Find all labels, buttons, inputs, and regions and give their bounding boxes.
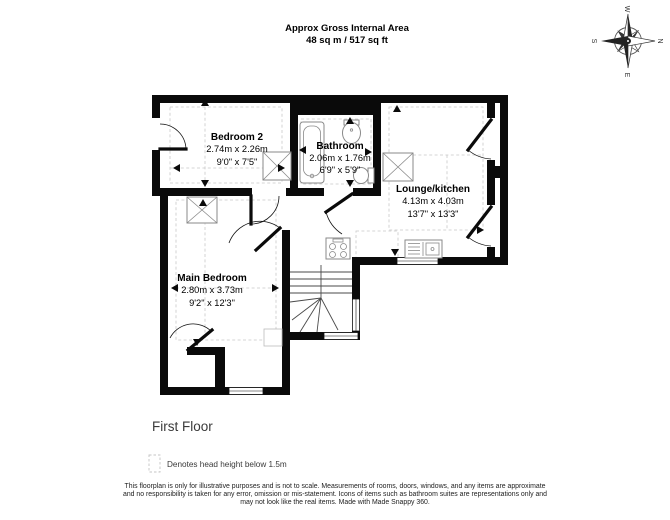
measure-arrows-part — [171, 284, 178, 292]
room-name: Lounge/kitchen — [396, 184, 470, 195]
room-name: Bedroom 2 — [210, 132, 264, 143]
staircase-part — [321, 298, 338, 330]
dashed-guides-part — [356, 231, 398, 260]
lounge-door-upper-part — [468, 120, 491, 150]
header — [285, 23, 409, 46]
main-bedroom-door — [229, 221, 280, 250]
bathroom-door — [326, 194, 352, 234]
walls-part — [160, 387, 290, 395]
room-dim-imperial: 6'9" x 5'9" — [319, 165, 361, 175]
kitchen-window — [397, 258, 438, 265]
room-dim-imperial: 9'2" x 12'3" — [189, 298, 235, 308]
hatched-box — [263, 152, 291, 180]
kitchen-sink-icon — [405, 240, 442, 258]
walls-part — [152, 188, 252, 196]
walls-part — [282, 230, 290, 387]
walls-part — [290, 103, 298, 196]
hob-icon — [326, 238, 350, 259]
windows — [229, 258, 438, 395]
room-name: Main Bedroom — [177, 273, 247, 284]
measure-arrows-part — [346, 180, 354, 187]
bedroom2-entry-door — [160, 124, 186, 149]
room-label-main-bedroom — [177, 273, 247, 308]
disclaimer-line2: and no responsibility is taken for any error, omission or mis-statement. Icons of items such as bathroom suites are representations only and — [123, 491, 547, 498]
measure-arrows-part — [201, 180, 209, 187]
measure-arrows-part — [272, 284, 279, 292]
lounge-door-upper — [468, 120, 491, 159]
main-bedroom-door-part — [229, 221, 280, 243]
compass-east-label: E — [623, 72, 630, 78]
walls-part — [215, 347, 225, 387]
header-line1: Approx Gross Internal Area — [285, 23, 409, 34]
staircase — [290, 265, 352, 332]
walls-part — [286, 188, 290, 196]
stair-bottom-window — [324, 333, 358, 340]
compass-south-label: S — [590, 38, 597, 44]
room-dim-imperial: 9'0" x 7'5" — [216, 157, 258, 167]
room-name: Bathroom — [316, 141, 364, 152]
walls-part — [160, 196, 168, 387]
room-dim-metric: 4.13m x 4.03m — [402, 196, 464, 206]
room-dim-metric: 2.80m x 3.73m — [181, 285, 243, 295]
stair-side-window — [353, 299, 360, 331]
measure-arrows-part — [173, 164, 180, 172]
room-label-bedroom2 — [206, 132, 268, 167]
bedroom2-entry-door-part — [160, 124, 186, 149]
compass-north-label: N — [656, 38, 663, 44]
room-dim-metric: 2.06m x 1.76m — [309, 153, 371, 163]
room-dim-metric: 2.74m x 2.26m — [206, 144, 268, 154]
legend-text: Denotes head height below 1.5m — [167, 460, 287, 469]
room-label-lounge-kitchen — [396, 184, 470, 219]
disclaimer — [123, 483, 547, 506]
walls-part — [290, 95, 381, 115]
walls-part — [487, 103, 495, 118]
bathroom-door-part — [326, 212, 342, 234]
walls-part — [293, 188, 324, 196]
compass-rose-icon — [590, 6, 663, 78]
walls-part — [353, 188, 381, 196]
compass-west-label: W — [623, 5, 630, 13]
header-line2: 48 sq m / 517 sq ft — [306, 35, 388, 46]
main-bedroom-window — [229, 388, 263, 395]
bathroom-door-part — [326, 194, 352, 212]
lounge-door-lower — [468, 207, 491, 246]
lounge-door-upper-part — [468, 150, 491, 159]
legend — [149, 455, 287, 472]
disclaimer-line3: may not look like the real items. Made with Made Snappy 360. — [240, 499, 430, 506]
measure-arrows-part — [477, 226, 484, 234]
kitchen-fixtures — [326, 238, 442, 259]
measure-arrows-part — [393, 105, 401, 112]
lounge-door-lower-part — [468, 237, 491, 246]
walls-part — [352, 257, 360, 300]
compass-rose-icon-part — [627, 40, 629, 42]
disclaimer-line1: This floorplan is only for illustrative purposes and is not to scale. Measurements of rooms, doors, windows, and any items are approximate — [124, 483, 546, 490]
walls-part — [152, 95, 160, 118]
hatched-box — [383, 153, 413, 181]
floor-label: First Floor — [152, 419, 213, 434]
room-dim-imperial: 13'7" x 13'3" — [407, 209, 459, 219]
walls-part — [500, 95, 508, 265]
walls-part — [487, 166, 508, 178]
wall-recess — [264, 329, 282, 346]
head-height-legend-icon — [149, 455, 160, 472]
